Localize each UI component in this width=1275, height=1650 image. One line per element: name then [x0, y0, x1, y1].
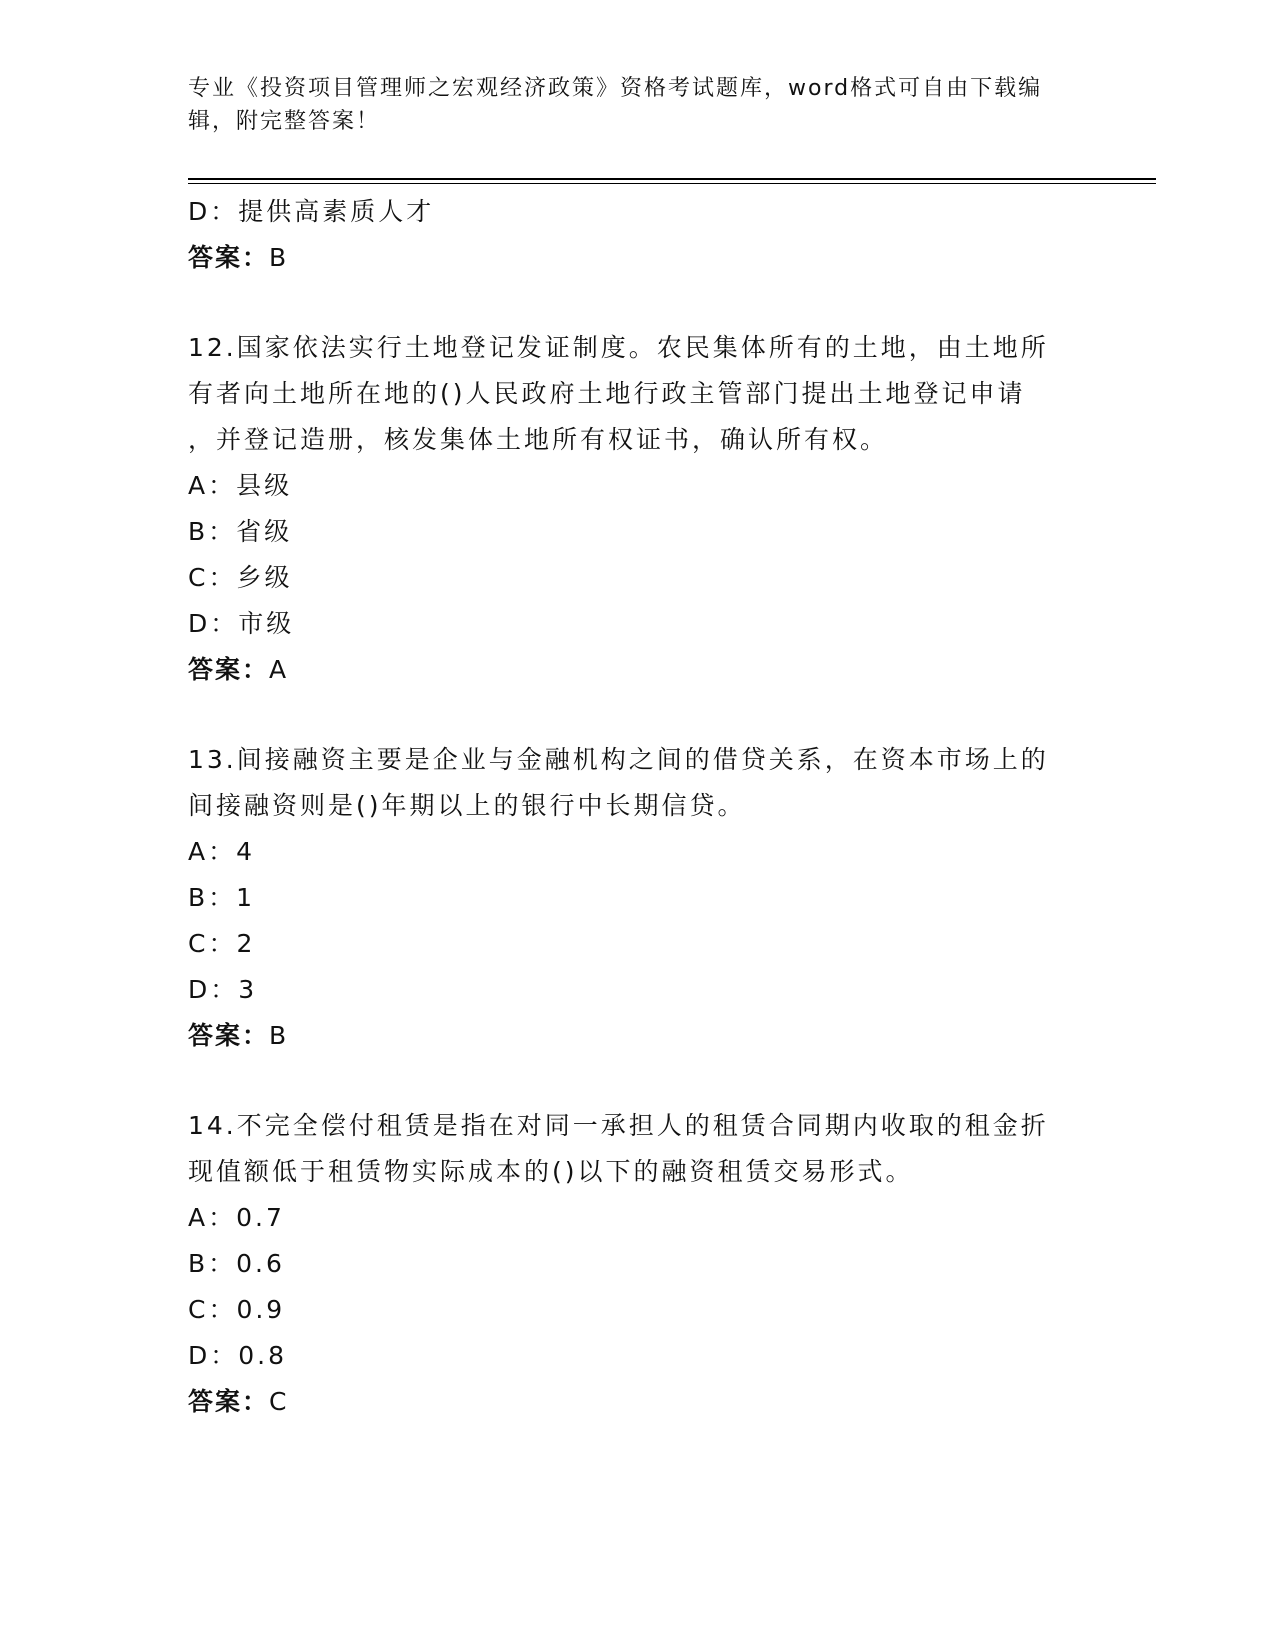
- answer-label: 答案：: [188, 655, 270, 684]
- answer: [188, 235, 1088, 281]
- option-d: D：提供高素质人才: [188, 197, 435, 226]
- question-text: [188, 737, 1088, 829]
- option-c: C：2: [188, 929, 256, 958]
- question-line: 现值额低于租赁物实际成本的()以下的融资租赁交易形式。: [188, 1157, 914, 1186]
- option-a: A：4: [188, 837, 256, 866]
- question-text: [188, 1103, 1088, 1195]
- answer: [188, 647, 1088, 693]
- option-c: C：0.9: [188, 1295, 286, 1324]
- question-line: 13.间接融资主要是企业与金融机构之间的借贷关系，在资本市场上的: [188, 745, 1049, 774]
- document-body: [188, 189, 1088, 1425]
- question-line: 间接融资则是()年期以上的银行中长期信贷。: [188, 791, 746, 820]
- header-divider-thin: [188, 183, 1156, 184]
- option-d: D：3: [188, 975, 258, 1004]
- question-line: 有者向土地所在地的()人民政府土地行政主管部门提出土地登记申请: [188, 379, 1026, 408]
- question-line: 14.不完全偿付租赁是指在对同一承担人的租赁合同期内收取的租金折: [188, 1111, 1049, 1140]
- option-a: A：县级: [188, 471, 293, 500]
- answer-label: 答案：: [188, 1021, 270, 1050]
- option-b: B：0.6: [188, 1249, 285, 1278]
- option-c: C：乡级: [188, 563, 293, 592]
- option-a: A：0.7: [188, 1203, 285, 1232]
- answer: [188, 1379, 1088, 1425]
- answer-value: A: [269, 655, 289, 684]
- question-block: [188, 737, 1088, 1059]
- option-b: B：1: [188, 883, 256, 912]
- header-divider: [188, 178, 1156, 180]
- answer-value: B: [269, 243, 289, 272]
- answer-label: 答案：: [188, 243, 270, 272]
- option-d: D：0.8: [188, 1341, 288, 1370]
- question-block: [188, 1103, 1088, 1425]
- option-d: D：市级: [188, 609, 295, 638]
- question-line: ，并登记造册，核发集体土地所有权证书，确认所有权。: [188, 425, 889, 454]
- answer-label: 答案：: [188, 1387, 270, 1416]
- answer: [188, 1013, 1088, 1059]
- question-block: [188, 325, 1088, 693]
- answer-value: B: [269, 1021, 289, 1050]
- answer-value: C: [269, 1387, 289, 1416]
- option-b: B：省级: [188, 517, 293, 546]
- question-line: 12.国家依法实行土地登记发证制度。农民集体所有的土地，由土地所: [188, 333, 1049, 362]
- question-text: [188, 325, 1088, 463]
- page-header: 专业《投资项目管理师之宏观经济政策》资格考试题库，word格式可自由下载编辑，附完整答案！: [188, 76, 1043, 134]
